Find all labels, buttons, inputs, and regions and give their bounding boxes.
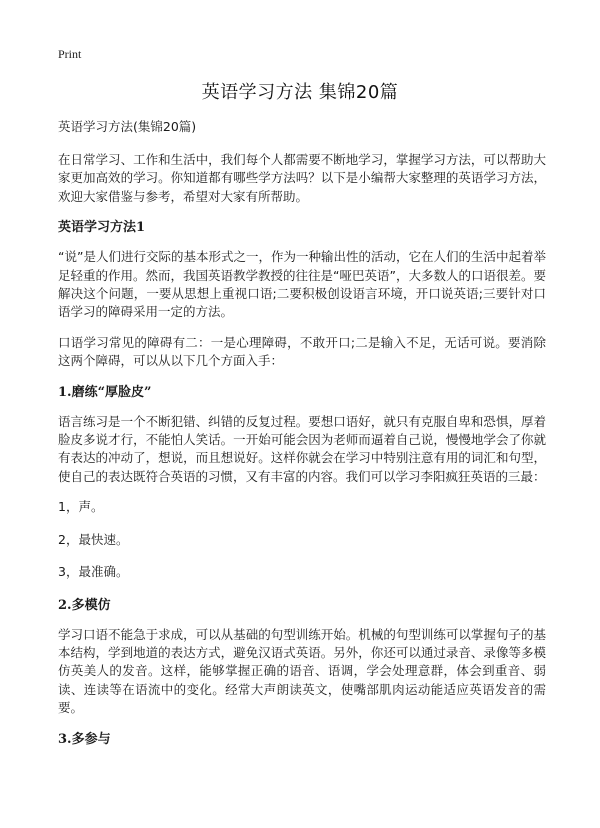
- intro-paragraph: 在日常学习、工作和生活中，我们每个人都需要不断地学习，掌握学习方法，可以帮助大家更加高效的学习。你知道都有哪些学方法吗？以下是小编帮大家整理的英语学习方法，欢迎大家借鉴与参考，希望对大家有所帮助。: [58, 152, 546, 204]
- print-label[interactable]: Print: [58, 47, 82, 61]
- list-item: 2，最快速。: [58, 531, 129, 547]
- document-title: 英语学习方法 集锦20篇: [201, 82, 399, 103]
- paragraph: 语言练习是一个不断犯错、纠错的反复过程。要想口语好，就只有克服自卑和恐惧，厚着脸皮多说才行，不能怕人笑话。一开始可能会因为老师而逼着自己说，慢慢地学会了你就有表达的冲动了，想说，而且想说好。这样你就会在学习中特别注意有用的词汇和句型，使自己的表达既符合英语的习惯，又有丰富的内容。我们可以学习李阳疯狂英语的三最：: [58, 413, 546, 484]
- subsection-heading: 3.多参与: [58, 731, 111, 747]
- paragraph: 口语学习常见的障碍有二：一是心理障碍，不敢开口;二是输入不足，无话可说。要消除这两个障碍，可以从以下几个方面入手：: [58, 334, 546, 369]
- section-heading: 英语学习方法1: [58, 220, 146, 236]
- list-item: 1，声。: [58, 499, 104, 515]
- document-subtitle: 英语学习方法(集锦20篇): [58, 119, 197, 134]
- document-body: [58, 118, 546, 760]
- subsection-heading: 1.磨练“厚脸皮”: [58, 384, 152, 400]
- paragraph: 学习口语不能急于求成，可以从基础的句型训练开始。机械的句型训练可以掌握句子的基本结构，学到地道的表达方式，避免汉语式英语。另外，你还可以通过录音、录像等多模仿英美人的发音。这样，能够掌握正确的语音、语调，学会处理意群，体会到重音、弱读、连读等在语流中的变化。经常大声朗读英文，使嘴部肌肉运动能适应英语发音的需要。: [58, 626, 546, 716]
- list-item: 3，最准确。: [58, 564, 129, 580]
- paragraph: “说”是人们进行交际的基本形式之一，作为一种输出性的活动，它在人们的生活中起着举足轻重的作用。然而，我国英语教学教授的往往是“哑巴英语”，大多数人的口语很差。要解决这个问题，一要从思想上重视口语;二要积极创设语言环境，开口说英语;三要针对口语学习的障碍采用一定的方法。: [58, 249, 546, 320]
- subsection-heading: 2.多模仿: [58, 597, 111, 613]
